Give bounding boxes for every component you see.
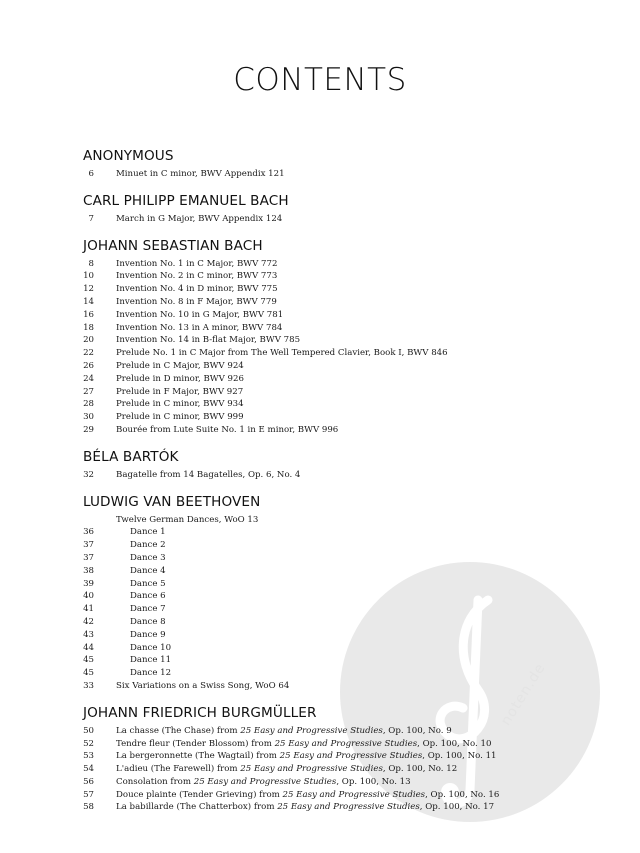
piece-title-text: Dance 7	[130, 604, 166, 615]
opus-number: , Op. 100, No. 16	[425, 789, 500, 800]
piece-title	[116, 750, 497, 763]
piece-title-text: Dance 1	[130, 527, 166, 538]
page-number: 58	[83, 802, 94, 813]
piece-title-text: Dance 11	[130, 655, 172, 666]
piece-title-text: Six Variations on a Swiss Song, WoO 64	[116, 680, 290, 691]
page-number: 16	[83, 309, 94, 320]
piece-title-text: Dance 4	[130, 565, 166, 576]
contents-entry[interactable]	[80, 283, 560, 296]
piece-title	[116, 309, 283, 322]
contents-entry[interactable]	[80, 296, 560, 309]
piece-title-text: Invention No. 10 in G Major, BWV 781	[116, 309, 284, 320]
page-number: 45	[83, 655, 94, 666]
piece-title	[130, 616, 166, 629]
piece-title	[116, 347, 448, 360]
contents-entry[interactable]	[80, 258, 560, 271]
contents-entry[interactable]	[80, 750, 560, 763]
opus-number: , Op. 100, No. 11	[422, 751, 497, 762]
piece-title-text: Prelude in C Major, BWV 924	[116, 360, 244, 371]
work-subheading	[80, 514, 560, 527]
piece-title	[116, 776, 411, 789]
contents-entry[interactable]	[80, 629, 560, 642]
contents-entry[interactable]	[80, 642, 560, 655]
piece-title	[130, 578, 166, 591]
piece-title	[116, 411, 244, 424]
contents-entry[interactable]	[80, 763, 560, 776]
composer-section	[80, 705, 560, 815]
piece-title-text: Dance 10	[130, 642, 172, 653]
piece-title-text: Minuet in C minor, BWV Appendix 121	[116, 169, 285, 179]
page-number: 32	[83, 469, 94, 480]
page-number: 6	[88, 169, 94, 179]
page-number: 8	[88, 258, 94, 269]
page-number: 37	[83, 552, 94, 563]
piece-title	[116, 213, 282, 226]
piece-title-text: Invention No. 8 in F Major, BWV 779	[116, 296, 277, 307]
piece-title-text: Prelude in C minor, BWV 934	[116, 399, 244, 410]
contents-entry[interactable]	[80, 680, 560, 693]
contents-entry[interactable]	[80, 552, 560, 565]
composer-section	[80, 148, 560, 181]
piece-title	[116, 738, 491, 751]
piece-title	[130, 526, 166, 539]
page-number: 33	[83, 680, 94, 691]
contents-entry[interactable]	[80, 270, 560, 283]
piece-title	[116, 334, 300, 347]
composer-section	[80, 193, 560, 226]
contents-entry[interactable]	[80, 616, 560, 629]
page-number: 30	[83, 412, 94, 423]
piece-title-text: Prelude in C minor, BWV 999	[116, 412, 244, 423]
page-number: 44	[83, 642, 94, 653]
page-number: 41	[83, 604, 94, 615]
collection-title: 25 Easy and Progressive Studies	[277, 802, 420, 813]
page-number: 39	[83, 578, 94, 589]
piece-title-text: Dance 12	[130, 668, 172, 679]
piece-title-text: Dance 3	[130, 552, 166, 563]
composer-section	[80, 449, 560, 482]
piece-title	[116, 258, 277, 271]
contents-entry[interactable]	[80, 424, 560, 437]
piece-title	[116, 296, 277, 309]
page-number: 10	[83, 271, 94, 282]
page-number: 52	[83, 738, 94, 749]
page-number: 12	[83, 284, 94, 295]
contents-entry[interactable]	[80, 776, 560, 789]
piece-title	[116, 789, 499, 802]
composer-heading: JOHANN SEBASTIAN BACH	[83, 237, 263, 254]
opus-number: , Op. 100, No. 10	[417, 738, 492, 749]
contents-entry[interactable]	[80, 603, 560, 616]
page-number: 42	[83, 616, 94, 627]
contents-entry[interactable]	[80, 168, 560, 181]
page-number: 26	[83, 360, 94, 371]
piece-title	[116, 283, 278, 296]
contents-entry[interactable]	[80, 590, 560, 603]
piece-title-text: La babillarde (The Chatterbox) from	[116, 802, 278, 813]
contents-entry[interactable]	[80, 411, 560, 424]
piece-title	[116, 322, 282, 335]
piece-title	[116, 168, 285, 181]
piece-title-text: March in G Major, BWV Appendix 124	[116, 213, 283, 224]
page-number: 54	[83, 764, 94, 775]
piece-title-text: Tendre fleur (Tender Blossom) from	[116, 738, 275, 749]
piece-title	[116, 360, 244, 373]
piece-title-text: Bagatelle from 14 Bagatelles, Op. 6, No. 4	[116, 469, 301, 480]
page-number: 29	[83, 424, 94, 435]
piece-title	[116, 398, 244, 411]
piece-title-text: L'adieu (The Farewell) from	[116, 764, 241, 775]
contents-entry[interactable]	[80, 309, 560, 322]
opus-number: , Op. 100, No. 13	[336, 776, 411, 787]
page-number: 7	[88, 213, 94, 224]
contents-entry[interactable]	[80, 578, 560, 591]
piece-title	[130, 590, 166, 603]
composer-section	[80, 494, 560, 693]
piece-title	[130, 629, 166, 642]
contents-entry[interactable]	[80, 738, 560, 751]
piece-title-text: Dance 8	[130, 616, 166, 627]
collection-title: 25 Easy and Progressive Studies	[193, 776, 337, 787]
contents-entry[interactable]	[80, 360, 560, 373]
page-number: 14	[83, 296, 94, 307]
collection-title: 25 Easy and Progressive Studies	[279, 751, 423, 762]
contents-entry[interactable]	[80, 539, 560, 552]
contents-entry[interactable]	[80, 469, 560, 482]
piece-title-text: Bourée from Lute Suite No. 1 in E minor, BWV 996	[116, 424, 339, 435]
composer-section	[80, 238, 560, 437]
contents-entry[interactable]	[80, 322, 560, 335]
page-number: 22	[83, 348, 94, 359]
page-number: 45	[83, 668, 94, 679]
piece-title-text: Prelude No. 1 in C Major from The Well Tempered Clavier, Book I, BWV 846	[116, 348, 448, 359]
piece-title	[116, 763, 457, 776]
piece-title-text: Dance 2	[130, 540, 166, 551]
piece-title-text: Dance 9	[130, 629, 166, 640]
page-number: 27	[83, 386, 94, 397]
page-number: 18	[83, 322, 94, 333]
piece-title-text: Invention No. 14 in B-flat Major, BWV 785	[116, 335, 301, 346]
piece-title-text: Dance 5	[130, 578, 166, 589]
piece-title-text: Prelude in D minor, BWV 926	[116, 373, 244, 384]
page-number: 56	[83, 776, 94, 787]
opus-number: , Op. 100, No. 9	[382, 725, 452, 736]
piece-title	[130, 642, 171, 655]
page-number: 20	[83, 335, 94, 346]
page-number: 28	[83, 399, 94, 410]
composer-heading: BÉLA BARTÓK	[83, 448, 179, 465]
piece-title-text: Consolation from	[116, 776, 194, 787]
watermark-text: noten.de	[498, 660, 549, 729]
opus-number: , Op. 100, No. 12	[382, 764, 458, 775]
composer-heading: CARL PHILIPP EMANUEL BACH	[83, 192, 289, 209]
piece-title	[130, 667, 171, 680]
piece-title-text: Invention No. 2 in C minor, BWV 773	[116, 271, 278, 282]
contents-entry[interactable]	[80, 725, 560, 738]
composer-heading: LUDWIG VAN BEETHOVEN	[83, 493, 261, 510]
page-number: 38	[83, 565, 94, 576]
piece-title	[116, 725, 452, 738]
page-number: 53	[83, 751, 94, 762]
piece-title	[116, 373, 244, 386]
contents-entry[interactable]	[80, 398, 560, 411]
piece-title	[116, 680, 289, 693]
contents-entry[interactable]	[80, 373, 560, 386]
piece-title-text: La bergeronnette (The Wagtail) from	[116, 751, 280, 762]
opus-number: , Op. 100, No. 17	[419, 802, 495, 813]
piece-title-text: Invention No. 1 in C Major, BWV 772	[116, 258, 278, 269]
piece-title-text: Douce plainte (Tender Grieving) from	[116, 789, 283, 800]
page-number: 57	[83, 789, 94, 800]
contents-entry[interactable]	[80, 386, 560, 399]
piece-title	[116, 424, 338, 437]
contents-entry[interactable]	[80, 667, 560, 680]
composer-heading: ANONYMOUS	[83, 148, 174, 164]
contents-entry[interactable]	[80, 347, 560, 360]
page-number: 36	[83, 527, 94, 538]
piece-title-text: La chasse (The Chase) from	[116, 725, 241, 736]
contents-list	[80, 148, 560, 826]
piece-title	[116, 270, 277, 283]
piece-title-text: Dance 6	[130, 591, 166, 602]
contents-entry[interactable]	[80, 526, 560, 539]
piece-title	[130, 565, 166, 578]
collection-title: 25 Easy and Progressive Studies	[240, 764, 383, 775]
contents-entry[interactable]	[80, 789, 560, 802]
piece-title	[130, 552, 166, 565]
contents-entry[interactable]	[80, 565, 560, 578]
page-title: CONTENTS	[233, 62, 407, 98]
piece-title-text: Prelude in F Major, BWV 927	[116, 386, 244, 397]
contents-entry[interactable]	[80, 801, 560, 814]
page-number: 24	[83, 373, 94, 384]
contents-entry[interactable]	[80, 654, 560, 667]
contents-entry[interactable]	[80, 213, 560, 226]
page-number: 37	[83, 540, 94, 551]
piece-title-text: Invention No. 4 in D minor, BWV 775	[116, 284, 278, 295]
subheading-title: Twelve German Dances, WoO 13	[116, 514, 259, 525]
contents-entry[interactable]	[80, 334, 560, 347]
page-number: 50	[83, 725, 94, 736]
collection-title: 25 Easy and Progressive Studies	[282, 789, 426, 800]
piece-title-text: Invention No. 13 in A minor, BWV 784	[116, 322, 283, 333]
page-number: 43	[83, 629, 94, 640]
composer-heading: JOHANN FRIEDRICH BURGMÜLLER	[83, 704, 317, 721]
collection-title: 25 Easy and Progressive Studies	[274, 738, 418, 749]
piece-title	[116, 469, 300, 482]
page-number: 40	[83, 591, 94, 602]
piece-title	[116, 801, 494, 814]
piece-title	[130, 654, 171, 667]
piece-title	[116, 386, 243, 399]
collection-title: 25 Easy and Progressive Studies	[240, 725, 383, 736]
piece-title	[130, 603, 166, 616]
piece-title	[130, 539, 166, 552]
